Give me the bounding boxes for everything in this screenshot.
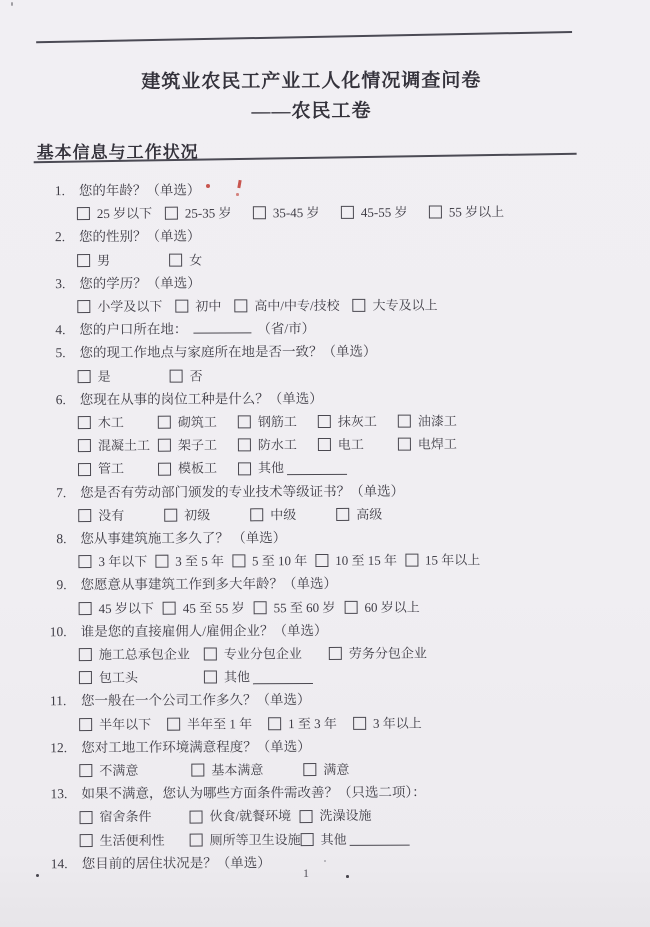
option-label: 5 至 10 年 bbox=[251, 553, 308, 569]
checkbox-icon[interactable] bbox=[158, 439, 171, 452]
question-5 bbox=[0, 339, 650, 365]
question-number: 12. bbox=[50, 740, 68, 756]
option-6-其他[interactable] bbox=[238, 456, 347, 480]
checkbox-icon[interactable] bbox=[77, 254, 90, 267]
question-number: 4. bbox=[55, 322, 66, 338]
question-2 bbox=[0, 223, 649, 249]
option-label: 半年以下 bbox=[99, 716, 152, 732]
option-label: 35-45 岁 bbox=[272, 205, 320, 221]
question-text: 您的户口所在地： bbox=[79, 321, 188, 338]
option-1-45-55 岁[interactable] bbox=[341, 201, 429, 225]
question-6-options-row bbox=[0, 409, 650, 435]
question-7-options-row bbox=[0, 501, 650, 527]
option-label: 生活便利性 bbox=[99, 832, 165, 848]
checkbox-icon[interactable] bbox=[80, 834, 93, 847]
option-13-洗澡设施[interactable] bbox=[299, 804, 409, 828]
checkbox-icon[interactable] bbox=[253, 207, 266, 220]
option-8-15 年以上[interactable] bbox=[405, 549, 480, 573]
checkbox-icon[interactable] bbox=[301, 833, 314, 846]
option-label: 大专及以上 bbox=[372, 297, 438, 313]
scan-speck bbox=[36, 874, 39, 877]
question-text: 您的性别？（单选） bbox=[78, 228, 201, 245]
option-label: 否 bbox=[189, 368, 203, 384]
checkbox-icon[interactable] bbox=[78, 416, 91, 429]
question-3 bbox=[0, 269, 649, 295]
option-label: 钢筋工 bbox=[257, 414, 297, 430]
option-label: 25-35 岁 bbox=[184, 205, 232, 221]
checkbox-icon[interactable] bbox=[190, 810, 203, 823]
question-5-options-row bbox=[0, 362, 650, 388]
option-label: 其他 bbox=[320, 831, 347, 847]
option-label: 架子工 bbox=[177, 437, 217, 453]
option-6-混凝土工[interactable] bbox=[78, 434, 158, 458]
option-3-初中[interactable] bbox=[175, 294, 221, 317]
question-number: 5. bbox=[55, 345, 66, 361]
option-6-油漆工[interactable] bbox=[398, 409, 478, 433]
checkbox-icon[interactable] bbox=[165, 207, 178, 220]
question-13-options-row bbox=[1, 803, 650, 829]
option-label: 女 bbox=[189, 252, 203, 268]
option-label: 模板工 bbox=[177, 460, 218, 477]
option-label: 没有 bbox=[98, 507, 125, 523]
fill-in-blank-line[interactable] bbox=[350, 832, 410, 846]
red-pen-mark-icon bbox=[236, 193, 239, 196]
option-label: 60 岁以上 bbox=[364, 599, 420, 615]
option-label: 砌筑工 bbox=[177, 414, 217, 430]
option-label: 小学及以下 bbox=[97, 298, 163, 315]
checkbox-icon[interactable] bbox=[238, 415, 251, 428]
question-1 bbox=[0, 177, 649, 203]
checkbox-icon[interactable] bbox=[238, 439, 251, 452]
option-13-厕所等卫生设施[interactable] bbox=[190, 828, 301, 852]
question-6-options-row bbox=[0, 455, 650, 481]
checkbox-icon[interactable] bbox=[303, 763, 316, 776]
option-label: 包工头 bbox=[98, 670, 138, 686]
option-11-1 至 3 年[interactable] bbox=[268, 712, 337, 736]
questionnaire-subtitle: ——农民工卷 bbox=[251, 100, 372, 123]
checkbox-icon[interactable] bbox=[78, 555, 91, 568]
option-label: 3 至 5 年 bbox=[175, 553, 224, 569]
option-label: 15 年以上 bbox=[424, 552, 481, 568]
option-label: 抹灰工 bbox=[337, 413, 377, 429]
option-13-宿舍条件[interactable] bbox=[79, 805, 189, 829]
question-number: 11. bbox=[50, 693, 67, 709]
option-label: 半年至 1 年 bbox=[187, 715, 253, 732]
option-label: 55 至 60 岁 bbox=[273, 599, 336, 615]
question-12 bbox=[1, 733, 650, 759]
option-10-劳务分包企业[interactable] bbox=[329, 642, 454, 666]
page-number: 1 bbox=[303, 866, 309, 880]
checkbox-icon[interactable] bbox=[77, 300, 90, 313]
checkbox-icon[interactable] bbox=[238, 462, 251, 475]
option-label: 其他 bbox=[257, 460, 285, 476]
checkbox-icon[interactable] bbox=[353, 299, 366, 312]
option-11-3 年以上[interactable] bbox=[353, 711, 422, 735]
option-label: 施工总承包企业 bbox=[98, 646, 190, 663]
checkbox-icon[interactable] bbox=[79, 671, 92, 684]
option-label: 不满意 bbox=[99, 762, 139, 779]
question-10-options-row bbox=[1, 641, 650, 667]
option-10-包工头[interactable] bbox=[79, 666, 204, 690]
question-text: 您对工地工作环境满意程度？（单选） bbox=[81, 738, 311, 755]
question-number: 7. bbox=[56, 484, 67, 500]
question-12-options-row bbox=[1, 757, 650, 783]
option-13-生活便利性[interactable] bbox=[80, 828, 190, 852]
option-label: 油漆工 bbox=[417, 413, 457, 429]
question-text: 如果不满意，您认为哪些方面条件需改善？（只选二项）： bbox=[81, 784, 426, 802]
checkbox-icon[interactable] bbox=[79, 602, 92, 615]
option-label: 10 至 15 年 bbox=[335, 552, 398, 569]
option-label: 厕所等卫生设施 bbox=[209, 831, 301, 848]
question-text: 您从事建筑施工多久了？ （单选） bbox=[80, 530, 287, 547]
questionnaire-title: 建筑业农民工产业工人化情况调查问卷 bbox=[141, 70, 482, 93]
fill-in-blank-line[interactable] bbox=[287, 461, 347, 475]
question-text: 谁是您的直接雇佣人/雇佣企业？（单选） bbox=[80, 622, 328, 639]
question-number: 13. bbox=[50, 786, 68, 802]
checkbox-icon[interactable] bbox=[163, 601, 176, 614]
scan-speck bbox=[11, 2, 13, 6]
question-7 bbox=[0, 478, 650, 504]
checkbox-icon[interactable] bbox=[78, 439, 91, 452]
checkbox-icon[interactable] bbox=[429, 206, 442, 219]
option-13-其他[interactable] bbox=[301, 827, 411, 851]
option-9-45 至 55 岁[interactable] bbox=[163, 596, 245, 620]
question-text: 您的学历？（单选） bbox=[79, 275, 201, 291]
fill-in-blank-line[interactable] bbox=[193, 320, 251, 334]
option-label: 管工 bbox=[97, 461, 125, 477]
checkbox-icon[interactable] bbox=[155, 555, 168, 568]
option-label: 其他 bbox=[223, 669, 250, 685]
option-6-钢筋工[interactable] bbox=[238, 410, 318, 434]
question-6 bbox=[0, 385, 650, 411]
checkbox-icon[interactable] bbox=[398, 438, 411, 451]
question-number: 2. bbox=[54, 229, 66, 245]
scan-speck bbox=[346, 875, 349, 878]
option-9-60 岁以上[interactable] bbox=[344, 595, 419, 619]
checkbox-icon[interactable] bbox=[80, 811, 93, 824]
option-12-基本满意[interactable] bbox=[191, 758, 287, 782]
option-7-中级[interactable] bbox=[250, 503, 336, 527]
checkbox-icon[interactable] bbox=[344, 601, 357, 614]
option-label: 3 年以上 bbox=[372, 715, 422, 731]
question-11-options-row bbox=[1, 710, 650, 736]
scan-speck bbox=[324, 860, 326, 862]
checkbox-icon[interactable] bbox=[190, 833, 203, 846]
option-11-半年以下[interactable] bbox=[79, 712, 151, 736]
option-2-男[interactable] bbox=[77, 248, 169, 272]
question-8-options-row bbox=[0, 548, 650, 574]
checkbox-icon[interactable] bbox=[254, 601, 267, 614]
question-text: 您愿意从事建筑工作到多大年龄？（单选） bbox=[80, 576, 338, 593]
checkbox-icon[interactable] bbox=[204, 648, 217, 661]
question-8 bbox=[0, 525, 650, 551]
option-3-小学及以下[interactable] bbox=[77, 295, 162, 319]
option-label: 防水工 bbox=[257, 437, 297, 453]
option-label: 基本满意 bbox=[211, 762, 264, 778]
section-header: 基本信息与工作状况 bbox=[36, 142, 199, 163]
checkbox-icon[interactable] bbox=[398, 415, 411, 428]
question-text: 您是否有劳动部门颁发的专业技术等级证书？（单选） bbox=[80, 483, 405, 500]
option-1-55 岁以上[interactable] bbox=[429, 200, 517, 224]
option-label: 电工 bbox=[337, 437, 364, 453]
option-label: 45-55 岁 bbox=[360, 204, 408, 221]
question-3-options-row bbox=[0, 293, 649, 319]
option-6-管工[interactable] bbox=[78, 457, 158, 481]
option-label: 初中 bbox=[195, 298, 222, 314]
question-text: 您目前的居住状况是？（单选） bbox=[81, 855, 271, 871]
question-text-suffix: （省/市） bbox=[257, 321, 316, 337]
question-14 bbox=[2, 849, 650, 875]
question-9 bbox=[0, 571, 650, 597]
checkbox-icon[interactable] bbox=[341, 206, 354, 219]
question-number: 1. bbox=[54, 183, 65, 199]
option-6-模板工[interactable] bbox=[158, 457, 238, 481]
option-label: 伙食/就餐环境 bbox=[209, 808, 292, 824]
option-label: 中级 bbox=[270, 506, 297, 523]
option-label: 男 bbox=[97, 252, 111, 268]
option-1-25-35 岁[interactable] bbox=[165, 202, 253, 226]
option-3-高中/中专/技校[interactable] bbox=[234, 294, 339, 318]
question-number: 8. bbox=[56, 531, 67, 547]
option-label: 45 岁以下 bbox=[98, 600, 154, 616]
checkbox-icon[interactable] bbox=[405, 554, 418, 567]
option-label: 45 至 55 岁 bbox=[182, 600, 245, 616]
checkbox-icon[interactable] bbox=[191, 764, 204, 777]
option-8-5 至 10 年[interactable] bbox=[232, 549, 307, 573]
option-6-抹灰工[interactable] bbox=[318, 410, 398, 434]
checkbox-icon[interactable] bbox=[167, 717, 180, 730]
option-label: 满意 bbox=[323, 761, 350, 778]
question-number: 9. bbox=[56, 577, 67, 593]
option-2-女[interactable] bbox=[169, 248, 261, 272]
checkbox-icon[interactable] bbox=[318, 415, 331, 428]
option-7-高级[interactable] bbox=[336, 502, 422, 526]
option-13-伙食/就餐环境[interactable] bbox=[189, 805, 299, 829]
question-10-options-row bbox=[1, 664, 650, 690]
option-5-是[interactable] bbox=[78, 364, 170, 388]
question-10 bbox=[1, 617, 650, 643]
checkbox-icon[interactable] bbox=[158, 462, 171, 475]
checkbox-icon[interactable] bbox=[158, 416, 171, 429]
option-label: 电焊工 bbox=[417, 436, 457, 452]
option-5-否[interactable] bbox=[170, 364, 262, 388]
option-label: 3 年以下 bbox=[98, 554, 148, 570]
option-8-3 至 5 年[interactable] bbox=[155, 550, 224, 574]
fill-in-blank-line[interactable] bbox=[253, 670, 313, 684]
question-number: 3. bbox=[55, 275, 66, 291]
checkbox-icon[interactable] bbox=[78, 463, 91, 476]
option-label: 劳务分包企业 bbox=[348, 645, 427, 661]
option-label: 木工 bbox=[97, 414, 124, 431]
option-6-木工[interactable] bbox=[78, 411, 158, 435]
checkbox-icon[interactable] bbox=[234, 299, 247, 312]
option-label: 1 至 3 年 bbox=[288, 715, 337, 731]
question-13-options-row bbox=[2, 826, 650, 852]
question-11 bbox=[1, 687, 650, 713]
question-number: 10. bbox=[49, 623, 67, 640]
option-label: 25 岁以下 bbox=[96, 205, 153, 222]
option-11-半年至 1 年[interactable] bbox=[167, 712, 252, 736]
option-label: 洗澡设施 bbox=[319, 808, 372, 824]
option-10-专业分包企业[interactable] bbox=[204, 642, 329, 666]
checkbox-icon[interactable] bbox=[169, 253, 182, 266]
checkbox-icon[interactable] bbox=[79, 718, 92, 731]
option-label: 专业分包企业 bbox=[223, 646, 302, 662]
checkbox-icon[interactable] bbox=[336, 508, 349, 521]
question-number: 14. bbox=[50, 856, 68, 872]
question-text: 您的现工作地点与家庭所在地是否一致？（单选） bbox=[79, 344, 377, 361]
option-8-3 年以下[interactable] bbox=[78, 550, 147, 574]
option-7-没有[interactable] bbox=[78, 504, 164, 528]
checkbox-icon[interactable] bbox=[170, 369, 183, 382]
option-12-不满意[interactable] bbox=[79, 759, 175, 783]
option-7-初级[interactable] bbox=[164, 503, 250, 527]
option-10-施工总承包企业[interactable] bbox=[79, 643, 204, 667]
question-13 bbox=[1, 780, 650, 806]
question-4 bbox=[0, 316, 649, 342]
option-8-10 至 15 年[interactable] bbox=[315, 549, 397, 573]
question-text: 您现在从事的岗位工种是什么？（单选） bbox=[79, 390, 323, 407]
question-number: 6. bbox=[55, 391, 66, 408]
checkbox-icon[interactable] bbox=[232, 555, 245, 568]
checkbox-icon[interactable] bbox=[315, 554, 328, 567]
checkbox-icon[interactable] bbox=[204, 671, 217, 684]
checkbox-icon[interactable] bbox=[175, 300, 188, 313]
option-label: 宿舍条件 bbox=[99, 809, 152, 825]
option-1-25 岁以下[interactable] bbox=[77, 202, 165, 226]
checkbox-icon[interactable] bbox=[300, 810, 313, 823]
option-6-电焊工[interactable] bbox=[398, 433, 478, 457]
checkbox-icon[interactable] bbox=[78, 509, 91, 522]
option-label: 高级 bbox=[356, 506, 383, 522]
checkbox-icon[interactable] bbox=[353, 717, 366, 730]
option-label: 高中/中专/技校 bbox=[254, 297, 340, 314]
question-list bbox=[0, 177, 650, 876]
question-6-options-row bbox=[0, 432, 650, 458]
option-1-35-45 岁[interactable] bbox=[253, 201, 341, 225]
option-6-架子工[interactable] bbox=[158, 434, 238, 458]
question-text: 您的年龄？（单选） bbox=[78, 182, 201, 199]
checkbox-icon[interactable] bbox=[268, 717, 281, 730]
question-2-options-row bbox=[0, 246, 649, 272]
top-rule-line bbox=[36, 31, 572, 43]
option-3-大专及以上[interactable] bbox=[353, 294, 438, 318]
question-1-options-row bbox=[0, 200, 649, 226]
checkbox-icon[interactable] bbox=[78, 370, 91, 383]
checkbox-icon[interactable] bbox=[164, 509, 177, 522]
question-text: 您一般在一个公司工作多久？（单选） bbox=[81, 692, 311, 709]
option-6-防水工[interactable] bbox=[238, 433, 318, 457]
question-9-options-row bbox=[1, 594, 650, 620]
option-6-砌筑工[interactable] bbox=[158, 410, 238, 434]
checkbox-icon[interactable] bbox=[250, 508, 263, 521]
checkbox-icon[interactable] bbox=[79, 764, 92, 777]
checkbox-icon[interactable] bbox=[329, 647, 342, 660]
option-9-45 岁以下[interactable] bbox=[79, 596, 154, 620]
checkbox-icon[interactable] bbox=[77, 207, 90, 220]
checkbox-icon[interactable] bbox=[318, 438, 331, 451]
option-label: 是 bbox=[97, 368, 111, 384]
option-10-其他[interactable] bbox=[204, 665, 329, 689]
option-label: 55 岁以上 bbox=[448, 204, 505, 220]
checkbox-icon[interactable] bbox=[79, 648, 92, 661]
option-label: 混凝土工 bbox=[97, 437, 150, 454]
option-6-电工[interactable] bbox=[318, 433, 398, 457]
option-label: 初级 bbox=[184, 507, 211, 523]
option-12-满意[interactable] bbox=[303, 758, 399, 782]
red-pen-mark-icon bbox=[206, 184, 210, 188]
option-9-55 至 60 岁[interactable] bbox=[254, 596, 336, 620]
